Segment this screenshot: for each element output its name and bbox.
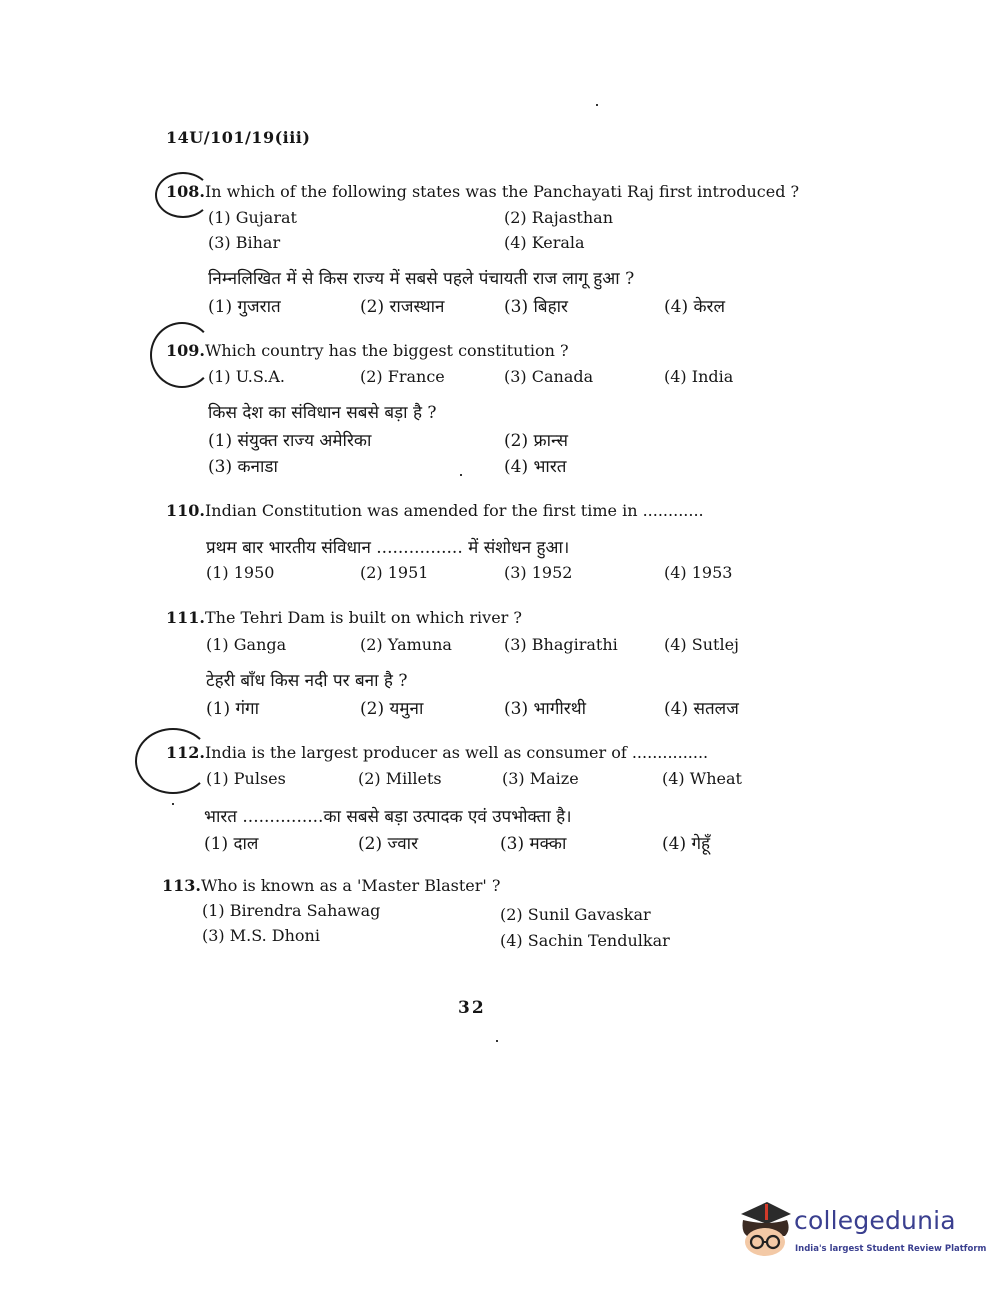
question-112: [166, 743, 708, 762]
option-hindi: (4) सतलज: [664, 699, 739, 719]
question-109: [166, 341, 569, 360]
option-hindi: (2) फ्रान्स: [504, 431, 568, 451]
option: (4) Wheat: [662, 769, 742, 788]
page-number: 32: [458, 998, 486, 1018]
question-text-hindi: किस देश का संविधान सबसे बड़ा है ?: [208, 403, 437, 423]
question-text: Indian Constitution was amended for the first time in ............: [204, 501, 704, 520]
question-number: 110.: [166, 501, 205, 520]
question-111: [166, 608, 522, 627]
option-hindi: (4) गेहूँ: [662, 834, 711, 854]
question-113: [162, 876, 500, 895]
option: (4) Sutlej: [664, 635, 739, 654]
option: (4) Kerala: [504, 233, 585, 252]
option-hindi: (4) केरल: [664, 297, 726, 317]
option: (1) Birendra Sahawag: [202, 901, 381, 920]
question-number: 109.: [166, 341, 205, 360]
option: (4) Sachin Tendulkar: [500, 931, 670, 950]
option: (3) Canada: [504, 367, 594, 386]
option: (2) 1951: [360, 563, 429, 582]
question-text: Who is known as a 'Master Blaster' ?: [200, 876, 501, 895]
option: (2) France: [360, 367, 445, 386]
question-text-hindi: टेहरी बाँध किस नदी पर बना है ?: [206, 671, 408, 691]
question-text: In which of the following states was the Panchayati Raj first introduced ?: [204, 182, 800, 201]
option: (1) 1950: [206, 563, 275, 582]
question-number: 111.: [166, 608, 205, 627]
option: (3) Bhagirathi: [504, 635, 618, 654]
option-hindi: (4) भारत: [504, 457, 567, 477]
question-text: Which country has the biggest constitution ?: [204, 341, 569, 360]
option: (3) 1952: [504, 563, 573, 582]
question-108: [166, 182, 799, 201]
question-text-hindi: भारत ...............का सबसे बड़ा उत्पादक एवं उपभोक्ता है।: [204, 807, 572, 827]
option: (3) Bihar: [208, 233, 281, 252]
option-hindi: (2) ज्वार: [358, 834, 419, 854]
option: (2) Yamuna: [360, 635, 452, 654]
paper-code: 14U/101/19(iii): [166, 128, 311, 147]
option-hindi: (1) गंगा: [206, 699, 260, 719]
scan-speck: [596, 104, 598, 106]
option-hindi: (3) बिहार: [504, 297, 568, 317]
option: (4) 1953: [664, 563, 733, 582]
brand-name: collegedunia: [794, 1206, 956, 1235]
option: (1) Gujarat: [208, 208, 297, 227]
question-number: 108.: [166, 182, 205, 201]
question-text: The Tehri Dam is built on which river ?: [204, 608, 522, 627]
option: (4) India: [664, 367, 734, 386]
question-text: India is the largest producer as well as consumer of ...............: [204, 743, 709, 762]
question-text-hindi: निम्नलिखित में से किस राज्य में सबसे पहले पंचायती राज लागू हुआ ?: [208, 269, 635, 289]
option-hindi: (1) संयुक्त राज्य अमेरिका: [208, 431, 372, 451]
option-hindi: (3) भागीरथी: [504, 699, 587, 719]
option: (1) Pulses: [206, 769, 286, 788]
option: (2) Millets: [358, 769, 442, 788]
option: (3) Maize: [502, 769, 579, 788]
option-hindi: (2) यमुना: [360, 699, 424, 719]
question-number: 113.: [162, 876, 201, 895]
option: (2) Rajasthan: [504, 208, 613, 227]
option: (3) M.S. Dhoni: [202, 926, 320, 945]
option-hindi: (3) कनाडा: [208, 457, 278, 477]
question-110: [166, 501, 704, 520]
question-number: 112.: [166, 743, 205, 762]
option: (1) U.S.A.: [208, 367, 285, 386]
question-text-hindi: प्रथम बार भारतीय संविधान ................ में संशोधन हुआ।: [206, 538, 570, 558]
scan-speck: [460, 474, 462, 476]
brand-tagline: India's largest Student Review Platform: [795, 1244, 987, 1254]
option-hindi: (1) दाल: [204, 834, 259, 854]
scan-speck: [496, 1040, 498, 1042]
option-hindi: (3) मक्का: [500, 834, 567, 854]
option: (2) Sunil Gavaskar: [500, 905, 651, 924]
option-hindi: (1) गुजरात: [208, 297, 281, 317]
option: (1) Ganga: [206, 635, 287, 654]
scan-speck: [172, 803, 174, 805]
option-hindi: (2) राजस्थान: [360, 297, 445, 317]
